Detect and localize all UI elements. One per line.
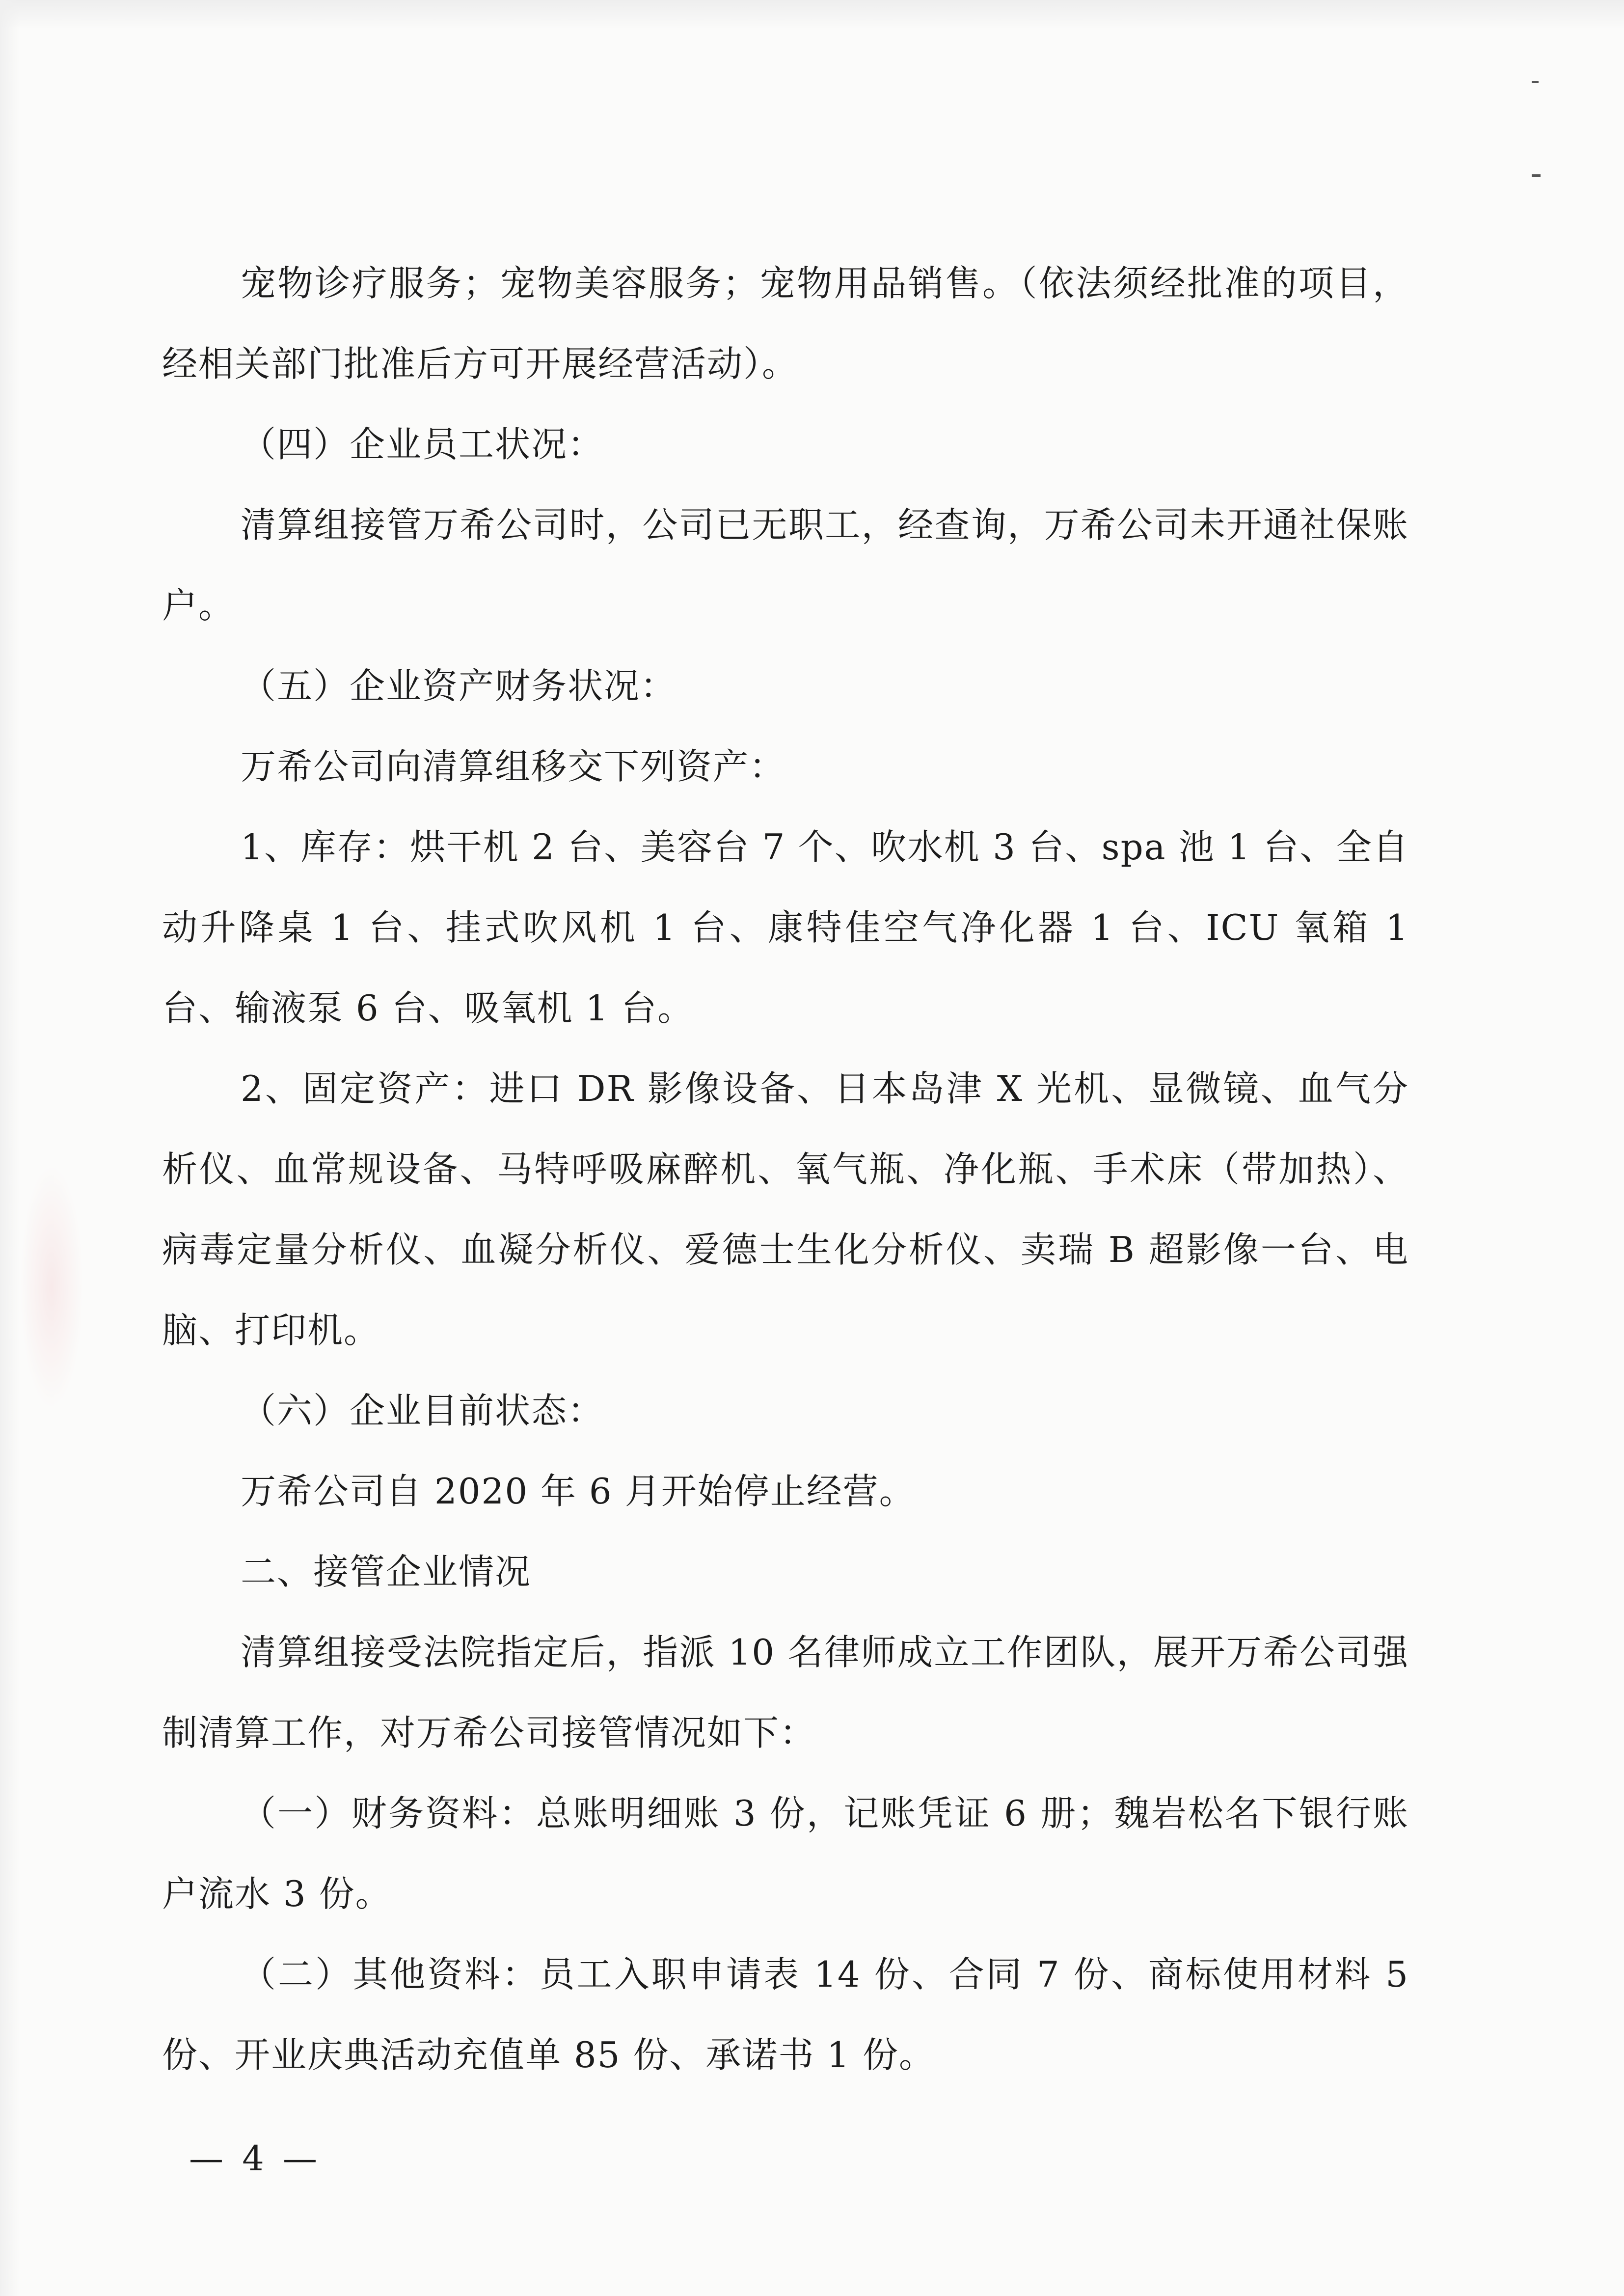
- paragraph-financial-materials: （一）财务资料：总账明细账 3 份，记账凭证 6 册；魏岩松名下银行账户流水 3 份。: [162, 1793, 1409, 1914]
- paragraph-takeover: 清算组接受法院指定后，指派 10 名律师成立工作团队，展开万希公司强制清算工作，对万希公司接管情况如下：: [162, 1632, 1409, 1753]
- paragraph-current-status: 万希公司自 2020 年 6 月开始停止经营。: [241, 1471, 916, 1512]
- heading-current-status: （六）企业目前状态：: [241, 1390, 604, 1431]
- paragraph-business-scope: 宠物诊疗服务；宠物美容服务；宠物用品销售。（依法须经批准的项目，经相关部门批准后方可开展经营活动）。: [162, 263, 1409, 384]
- heading-takeover: 二、接管企业情况: [241, 1551, 532, 1592]
- paragraph-other-materials: （二）其他资料：员工入职申请表 14 份、合同 7 份、商标使用材料 5 份、开业庆典活动充值单 85 份、承诺书 1 份。: [162, 1954, 1409, 2076]
- paragraph-fixed-assets: 2、固定资产：进口 DR 影像设备、日本岛津 X 光机、显微镜、血气分析仪、血常规设备、马特呼吸麻醉机、氧气瓶、净化瓶、手术床（带加热）、病毒定量分析仪、血凝分析仪、爱德士生化分析仪、卖瑞 B 超影像一台、电脑、打印机。: [162, 1068, 1409, 1351]
- scan-smudge: [20, 1164, 83, 1409]
- page-number: — 4 —: [189, 2138, 322, 2179]
- heading-employee-status: （四）企业员工状况：: [241, 424, 604, 465]
- scan-edge-left: [0, 0, 20, 2296]
- document-body: [162, 243, 1409, 2095]
- paragraph-employee-status: 清算组接管万希公司时，公司已无职工，经查询，万希公司未开通社保账户。: [162, 504, 1409, 626]
- scan-edge-top: [0, 0, 1624, 29]
- paragraph-inventory: 1、库存：烘干机 2 台、美容台 7 个、吹水机 3 台、spa 池 1 台、全自动升降桌 1 台、挂式吹风机 1 台、康特佳空气净化器 1 台、ICU 氧箱 1 台、输液泵 6 台、吸氧机 1 台。: [162, 826, 1409, 1029]
- paragraph-assets-intro: 万希公司向清算组移交下列资产：: [241, 746, 786, 787]
- scan-mark: [1532, 174, 1541, 177]
- heading-assets-finance: （五）企业资产财务状况：: [241, 665, 677, 707]
- scan-mark: [1532, 81, 1539, 83]
